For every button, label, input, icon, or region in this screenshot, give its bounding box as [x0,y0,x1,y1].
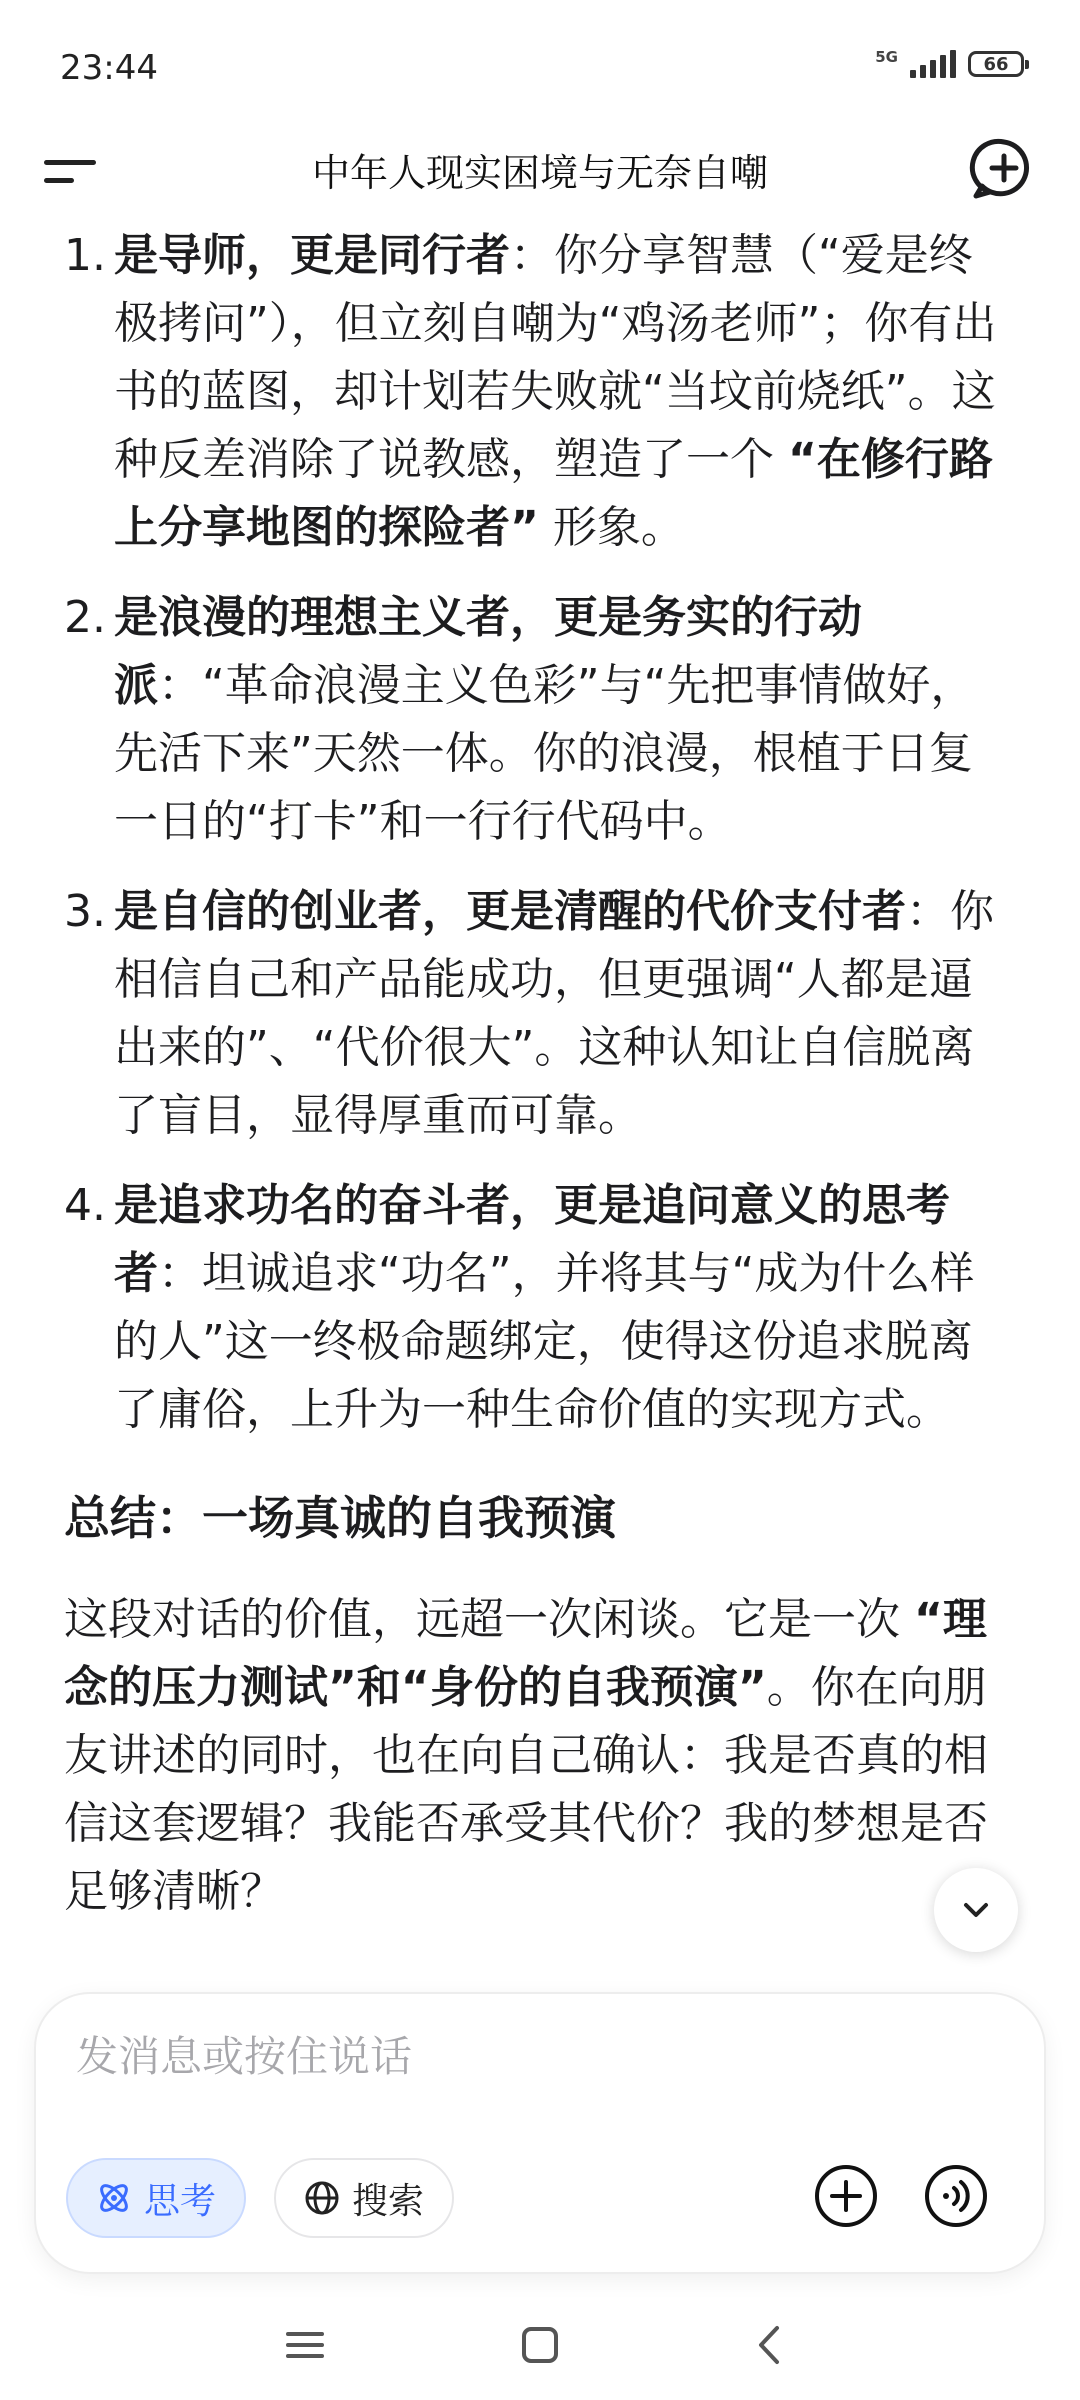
summary-bold: “身份的自我预演” [400,1662,767,1713]
summary-paragraph [64,1586,1014,1926]
network-type: 5G [875,48,898,66]
conversation-title[interactable]: 中年人现实困境与无奈自嘲 [311,151,768,195]
status-bar [0,0,1080,140]
list-item [64,222,1014,562]
list-item-text [114,230,996,553]
summary-heading: 总结：一场真诚的自我预演 [64,1491,616,1545]
voice-call-button[interactable] [922,2162,990,2230]
list-item-bold: 是导师，更是同行者 [114,230,510,281]
list-item-body: ：坦诚追求“功名”，并将其与“成为什么样的人”这一终极命题绑定，使得这份追求脱离了庸俗，上升为一种生命价值的实现方式。 [114,1248,975,1435]
message-composer [36,1994,1044,2272]
chat-header [0,130,1080,210]
globe-icon [302,2178,342,2218]
list-item-body: ：你相信自己和产品能成功，但更强调“人都是逼出来的”、“代价很大”。这种认知让自信脱离了盲目，显得厚重而可靠。 [114,886,994,1141]
atom-icon [94,2178,134,2218]
list-item-text [114,592,974,847]
voice-call-icon [922,2162,990,2230]
list-item-body: 形象。 [538,502,685,553]
list-number: 3. [64,886,106,937]
status-time: 23:44 [60,48,158,88]
list-item-text [114,1180,974,1435]
list-item-text [114,886,994,1141]
list-item [64,878,1014,1150]
new-chat-icon[interactable] [968,134,1040,206]
summary-text: 。你在向朋友讲述的同时，也在向自己确认：我是否真的相信这套逻辑？我能否承受其代价？我的梦想是否足够清晰？ [64,1662,988,1917]
recent-apps-button[interactable] [280,2320,330,2370]
list-item-body: ：“革命浪漫主义色彩”与“先把事情做好，先活下来”天然一体。你的浪漫，根植于日复一日的“打卡”和一行行代码中。 [114,660,975,847]
summary-bold: “理念的压力测试” [64,1594,987,1713]
list-item-bold: 是追求功名的奋斗者，更是追问意义的思考者 [114,1180,950,1299]
list-item-bold: “在修行路上分享地图的探险者” [114,434,993,553]
list-item-body: ：你分享智慧（“爱是终极拷问”），但立刻自嘲为“鸡汤老师”；你有出书的蓝图，却计划若失败就“当坟前烧纸”。这种反差消除了说教感，塑造了一个 [114,230,997,485]
message-input[interactable] [76,2032,976,2081]
list-item-bold: 是浪漫的理想主义者，更是务实的行动派 [114,592,862,711]
recent-apps-icon [280,2320,330,2370]
numbered-list [64,222,1014,1444]
battery-icon [968,51,1024,77]
list-number: 4. [64,1180,106,1231]
home-button[interactable] [515,2320,565,2370]
status-icons [875,50,1024,78]
search-toggle-button[interactable] [274,2158,454,2238]
home-square-icon [515,2320,565,2370]
system-nav-bar [0,2290,1080,2400]
think-toggle-button[interactable] [66,2158,246,2238]
scroll-down-button[interactable] [934,1868,1018,1952]
summary-text: 这段对话的价值，远超一次闲谈。它是一次 [64,1594,914,1645]
back-chevron-icon [745,2320,795,2370]
plus-circle-icon [812,2162,880,2230]
list-number: 2. [64,592,106,643]
add-attachment-button[interactable] [812,2162,880,2230]
list-number: 1. [64,230,106,281]
menu-icon[interactable] [44,148,100,192]
think-label: 思考 [144,2180,217,2222]
list-item-bold: 是自信的创业者，更是清醒的代价支付者 [114,886,906,937]
chevron-down-icon [959,1893,993,1927]
summary-bold: 和 [356,1662,401,1713]
back-button[interactable] [745,2320,795,2370]
search-label: 搜索 [352,2180,425,2222]
message-content [64,222,1014,1926]
list-item [64,584,1014,856]
list-item [64,1172,1014,1444]
battery-level: 66 [983,53,1009,75]
signal-icon [910,50,956,78]
